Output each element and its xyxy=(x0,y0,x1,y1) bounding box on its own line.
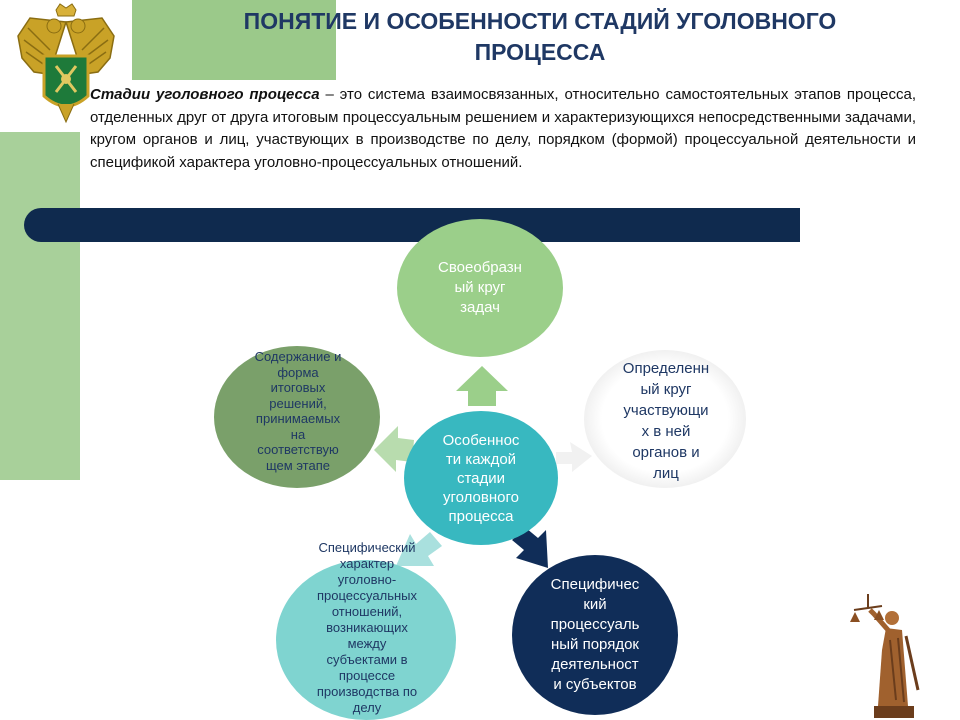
circle-tasks xyxy=(397,219,563,357)
title-line-2: ПРОЦЕССА xyxy=(474,39,606,65)
circle-center-label: Особеннос ти каждой стадии уголовного процесса xyxy=(442,431,520,525)
circle-relations-label: Специфический характер уголовно- процессуальных отношений, возникающих между субъектами в процессе производства по делу xyxy=(316,540,418,715)
circle-tasks-label: Своеобразн ый круг задач xyxy=(438,259,522,316)
circle-procedure-label: Специфичес кий процессуаль ный порядок деятельност и субъектов xyxy=(550,576,640,693)
themis-statue-icon xyxy=(846,580,926,720)
circle-procedure xyxy=(512,555,678,715)
circle-participants-label: Определенн ый круг участвующи х в ней органов и лиц xyxy=(622,360,710,482)
definition-term: Стадии уголовного процесса xyxy=(90,86,320,103)
arrow-up-icon xyxy=(456,366,508,406)
arrow-right-icon xyxy=(556,442,592,472)
circle-decisions-label: Содержание и форма итоговых решений, принимаемых на соответствую щем этапе xyxy=(254,349,342,473)
definition-text: – это система взаимосвязанных, относительно самостоятельных этапов процесса, отделенных друг от друга итоговым процессуальным решением и характеризующихся непосредственными задачами, кругом органов и лиц, участвующих в производстве по делу, порядком (формой) процессуальной деятельности и спецификой характера уголовно-процессуальных отношений. xyxy=(90,86,916,171)
circle-center-features xyxy=(404,411,558,545)
title-line-1: ПОНЯТИЕ И ОСОБЕННОСТИ СТАДИЙ УГОЛОВНОГО xyxy=(243,8,837,34)
